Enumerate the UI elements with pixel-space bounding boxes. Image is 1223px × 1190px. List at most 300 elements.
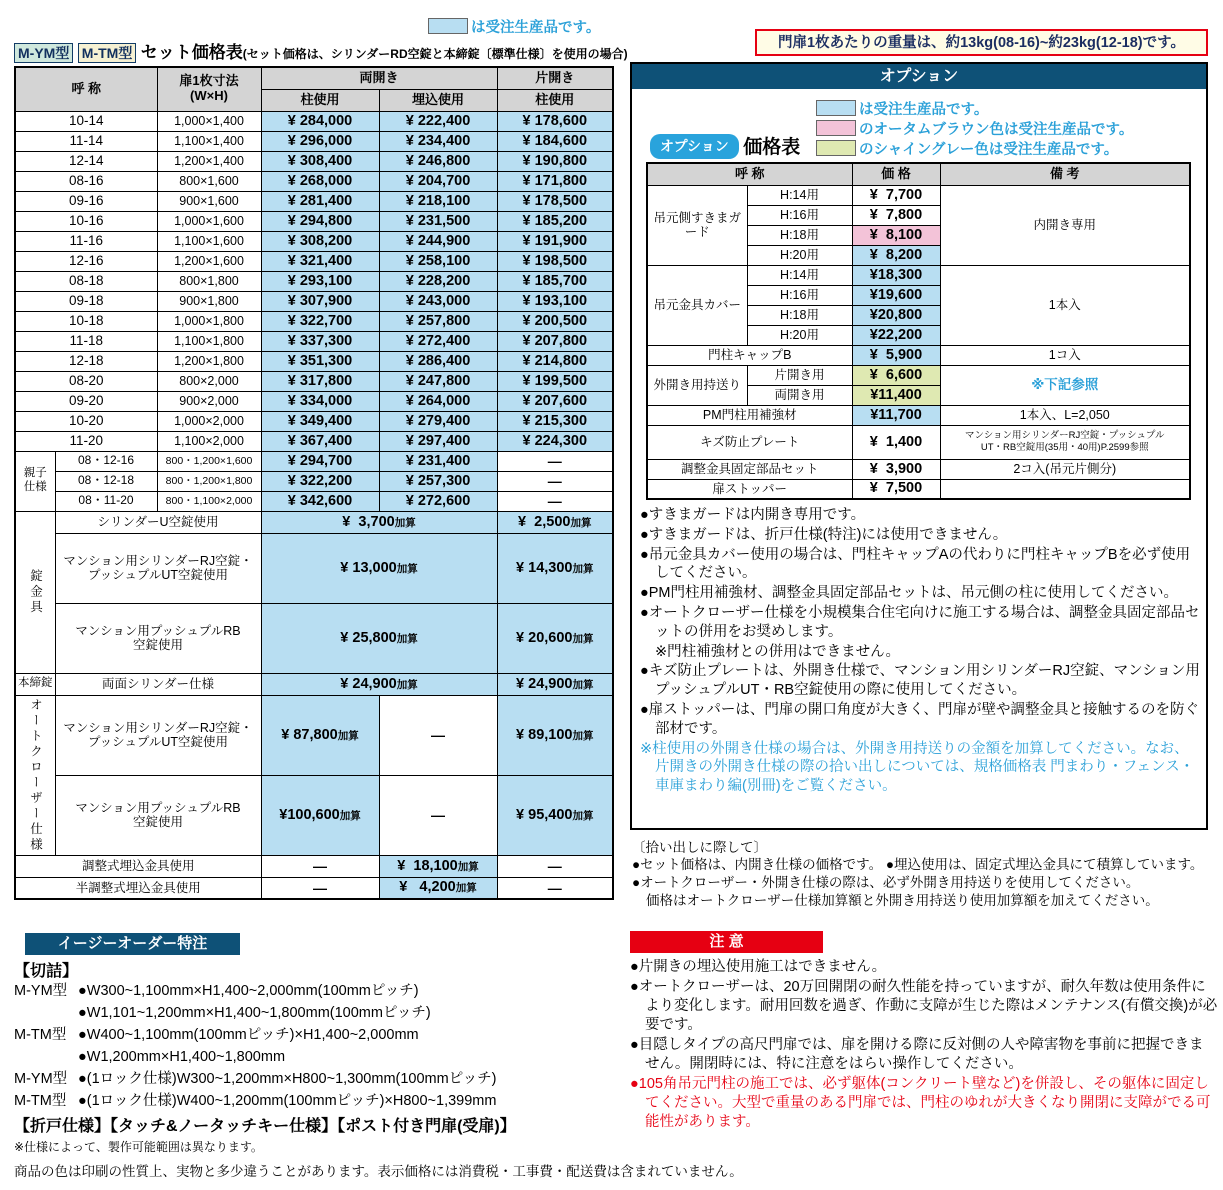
table-cell: ¥22,200: [852, 325, 940, 345]
table-cell: 12-16: [15, 251, 157, 271]
table-cell: 09-20: [15, 391, 157, 411]
table-cell: ¥19,600: [852, 285, 940, 305]
table-cell: ¥ 268,000: [261, 171, 379, 191]
table-row: [15, 877, 613, 899]
options-price-label: 価格表: [743, 137, 801, 158]
table-cell: ¥ 207,600: [497, 391, 613, 411]
table-row: [647, 265, 1190, 285]
table-cell: ¥ 184,600: [497, 131, 613, 151]
table-cell: ¥ 297,400: [379, 431, 497, 451]
table-cell: —: [497, 471, 613, 491]
table-cell: 08-16: [15, 171, 157, 191]
table-cell: ¥ 178,600: [497, 111, 613, 131]
page-title-sub: (セット価格は、シリンダーRD空錠と本締錠〔標準仕様〕を使用の場合): [242, 47, 628, 61]
table-cell: ¥ 193,100: [497, 291, 613, 311]
table-cell: ¥ 234,400: [379, 131, 497, 151]
table-row: [15, 111, 613, 131]
table-cell: H:14用: [747, 265, 852, 285]
table-cell: —: [497, 451, 613, 471]
pickup-line: ●セット価格は、内開き仕様の価格です。 ●埋込使用は、固定式埋込金具にて積算しています。: [632, 857, 1204, 872]
table-row: [15, 673, 613, 695]
table-cell: ¥100,600加算: [261, 775, 379, 855]
table-cell: [940, 479, 1190, 499]
table-cell: ¥ 322,700: [261, 311, 379, 331]
spec-text: ●(1ロック仕様)W300~1,200mm×H800~1,300mm(100mmピッチ): [78, 1071, 497, 1087]
table-cell: 12-18: [15, 351, 157, 371]
table-cell: 800・1,200×1,600: [157, 451, 261, 471]
pickup-title: 〔拾い出しに際して〕: [632, 840, 767, 855]
table-row: [647, 459, 1190, 479]
note-item: ●すきまガードは内開き専用です。: [640, 507, 866, 523]
table-cell: ¥ 294,800: [261, 211, 379, 231]
table-cell: ¥ 222,400: [379, 111, 497, 131]
table-row: [15, 391, 613, 411]
table-row: [647, 345, 1190, 365]
table-cell: ¥ 199,500: [497, 371, 613, 391]
model-badge-mym: M-YM型: [14, 43, 73, 63]
table-cell: ¥ 8,200: [852, 245, 940, 265]
table-cell: H:20用: [747, 325, 852, 345]
table-cell: ¥ 89,100加算: [497, 695, 613, 775]
table-cell: ¥ 87,800加算: [261, 695, 379, 775]
production-legend-text: は受注生産品です。: [471, 20, 601, 36]
table-cell: H:20用: [747, 245, 852, 265]
table-cell: ¥ 284,000: [261, 111, 379, 131]
model-label: [14, 1002, 78, 1024]
table-cell: 片開き用: [747, 365, 852, 385]
table-cell: 柱使用: [497, 89, 613, 111]
table-cell: 呼 称: [647, 163, 852, 185]
table-cell: 08・12-16: [55, 451, 157, 471]
table-cell: ※下記参照: [940, 365, 1190, 405]
table-cell: ¥11,400: [852, 385, 940, 405]
options-badge: オプション: [650, 134, 739, 159]
model-label: M-YM型: [14, 1071, 68, 1087]
table-row: [647, 405, 1190, 425]
table-row: [15, 533, 613, 603]
table-cell: 1,200×1,800: [157, 351, 261, 371]
table-cell: ¥ 317,800: [261, 371, 379, 391]
table-cell: 本締錠: [15, 673, 55, 695]
table-cell: 1,000×1,800: [157, 311, 261, 331]
table-cell: 800・1,200×1,800: [157, 471, 261, 491]
table-cell: 備 考: [940, 163, 1190, 185]
table-row: [15, 271, 613, 291]
table-cell: ¥ 342,600: [261, 491, 379, 511]
table-cell: ¥ 279,400: [379, 411, 497, 431]
table-cell: ¥ 14,300加算: [497, 533, 613, 603]
table-cell: マンション用シリンダーRJ空錠・ プッシュプルUT空錠使用: [55, 533, 261, 603]
table-cell: 調整式埋込金具使用: [15, 855, 261, 877]
table-cell: ¥20,800: [852, 305, 940, 325]
price-suffix: 加算: [572, 809, 594, 822]
table-cell: ¥ 185,700: [497, 271, 613, 291]
table-cell: 900×1,600: [157, 191, 261, 211]
legend-item: [816, 100, 1133, 120]
table-cell: 扉1枚寸法 (W×H): [157, 67, 261, 111]
table-cell: ¥ 321,400: [261, 251, 379, 271]
green-swatch-icon: [816, 140, 856, 156]
options-panel-title: オプション: [632, 64, 1206, 89]
table-cell: 800・1,100×2,000: [157, 491, 261, 511]
table-cell: ¥ 6,600: [852, 365, 940, 385]
table-cell: 1本入: [940, 265, 1190, 345]
spec-text: ●(1ロック仕様)W400~1,200mm(100mmピッチ)×H800~1,399mm: [78, 1093, 497, 1109]
table-cell: ¥ 243,000: [379, 291, 497, 311]
table-cell: 08・12-18: [55, 471, 157, 491]
table-cell: 10-16: [15, 211, 157, 231]
table-cell: ¥ 4,200加算: [379, 877, 497, 899]
price-suffix: 加算: [396, 678, 418, 691]
table-cell: ¥ 281,400: [261, 191, 379, 211]
table-cell: 両面シリンダー仕様: [55, 673, 261, 695]
table-cell: ¥ 272,600: [379, 491, 497, 511]
table-cell: 1,100×1,800: [157, 331, 261, 351]
table-cell: —: [497, 855, 613, 877]
table-cell: 両開き用: [747, 385, 852, 405]
table-cell: ¥ 272,400: [379, 331, 497, 351]
table-cell: 1,100×1,400: [157, 131, 261, 151]
easy-order-row: [14, 1002, 630, 1024]
table-row: [15, 511, 613, 533]
table-cell: 1,200×1,400: [157, 151, 261, 171]
table-row: [15, 311, 613, 331]
pink-swatch-icon: [816, 120, 856, 136]
table-cell: ¥ 25,800加算: [261, 603, 497, 673]
easy-order-title: イージーオーダー特注: [25, 933, 240, 955]
blue-swatch-icon: [428, 18, 468, 34]
table-cell: H:16用: [747, 285, 852, 305]
table-cell: 両開き: [261, 67, 497, 89]
table-cell: 調整金具固定部品セット: [647, 459, 852, 479]
note-item: ※柱使用の外開き仕様の場合は、外開き用持送りの金額を加算してください。なお、片開きの外開き仕様の際の拾い出しについては、規格価格表 門まわり・フェンス・車庫まわり編(別冊)をご覧ください。: [640, 740, 1195, 795]
caution-item: ●オートクローザーは、20万回開閉の耐久性能を持っていますが、耐久年数は使用条件により変化します。耐用回数を過ぎ、作動に支障が生じた際はメンテナンス(有償交換)が必要です。: [630, 979, 1218, 1033]
table-cell: 半調整式埋込金具使用: [15, 877, 261, 899]
easy-order-row: [14, 1024, 630, 1046]
price-suffix: 加算: [572, 562, 594, 575]
easy-order-row: [14, 1046, 630, 1068]
table-cell: ¥ 7,800: [852, 205, 940, 225]
table-row: [15, 171, 613, 191]
table-cell: 価 格: [852, 163, 940, 185]
table-cell: ¥ 286,400: [379, 351, 497, 371]
table-cell: 11-20: [15, 431, 157, 451]
table-cell: マンション用プッシュプルRB 空錠使用: [55, 775, 261, 855]
easy-order-heading2: 【折戸仕様】【タッチ&ノータッチキー仕様】【ポスト付き門扉(受扉)】: [14, 1118, 516, 1135]
note-item: ※門柱補強材との併用はできません。: [655, 643, 901, 660]
set-price-table: [14, 66, 614, 900]
table-cell: ¥ 218,100: [379, 191, 497, 211]
price-suffix: 加算: [396, 562, 418, 575]
caution-item: ●片開きの埋込使用施工はできません。: [630, 959, 887, 975]
table-cell: 呼 称: [15, 67, 157, 111]
table-cell: 1コ入: [940, 345, 1190, 365]
table-cell: ¥ 349,400: [261, 411, 379, 431]
table-cell: 1本入、L=2,050: [940, 405, 1190, 425]
bottom-disclaimer: 商品の色は印刷の性質上、実物と多少違うことがあります。表示価格には消費税・工事費・配送費は含まれていません。: [14, 1164, 743, 1179]
easy-order-row: [14, 1090, 630, 1112]
table-cell: 10-18: [15, 311, 157, 331]
table-cell: 錠金具: [15, 511, 55, 673]
table-cell: —: [379, 695, 497, 775]
table-row: [15, 491, 613, 511]
table-cell: ¥ 24,900加算: [261, 673, 497, 695]
table-cell: 1,100×2,000: [157, 431, 261, 451]
table-cell: PM門柱用補強材: [647, 405, 852, 425]
price-suffix: 加算: [337, 729, 359, 742]
table-cell: ¥ 257,300: [379, 471, 497, 491]
table-cell: ¥ 257,800: [379, 311, 497, 331]
table-cell: H:18用: [747, 225, 852, 245]
model-label: M-TM型: [14, 1027, 67, 1043]
table-row: [647, 425, 1190, 459]
blue-swatch-icon: [816, 100, 856, 116]
table-cell: ¥ 322,200: [261, 471, 379, 491]
spec-text: ●W1,200mm×H1,400~1,800mm: [78, 1049, 286, 1065]
table-cell: 12-14: [15, 151, 157, 171]
table-row: [15, 131, 613, 151]
table-cell: ¥ 191,900: [497, 231, 613, 251]
table-cell: ¥ 334,000: [261, 391, 379, 411]
table-cell: ¥ 198,500: [497, 251, 613, 271]
legend-text: は受注生産品です。: [859, 102, 989, 118]
table-cell: 1,000×2,000: [157, 411, 261, 431]
table-cell: 2コ入(吊元片側分): [940, 459, 1190, 479]
note-item: ●吊元金具カバー使用の場合は、門柱キャップAの代わりに門柱キャップBを必ず使用してください。: [640, 546, 1191, 582]
table-cell: 柱使用: [261, 89, 379, 111]
pickup-line: 価格はオートクローザー仕様加算額と外開き用持送り使用加算額を加えてください。: [646, 893, 1159, 908]
caution-title: 注 意: [630, 931, 823, 953]
table-cell: ¥11,700: [852, 405, 940, 425]
table-cell: ¥ 3,700加算: [261, 511, 497, 533]
table-row: [15, 351, 613, 371]
weight-note: 門扉1枚あたりの重量は、約13kg(08-16)~約23kg(12-18)です。: [755, 29, 1208, 56]
table-cell: ¥ 207,800: [497, 331, 613, 351]
table-cell: マンション用シリンダーRJ空錠・ プッシュプルUT空錠使用: [55, 695, 261, 775]
table-cell: マンション用シリンダーRJ空錠・プッシュプル UT・RB空錠用(35用・40用)P.2599参照: [940, 425, 1190, 459]
table-cell: ¥ 7,500: [852, 479, 940, 499]
table-row: [647, 479, 1190, 499]
table-cell: ¥ 308,200: [261, 231, 379, 251]
table-row: [15, 471, 613, 491]
spec-text: ●W300~1,100mm×H1,400~2,000mm(100mmピッチ): [78, 983, 419, 999]
note-item: ●オートクローザー仕様を小規模集合住宅向けに施工する場合は、調整金具固定部品セットの併用をお奨めします。: [640, 604, 1200, 640]
legend-item: [816, 140, 1133, 160]
table-cell: 外開き用持送り: [647, 365, 747, 405]
table-row: [15, 211, 613, 231]
table-cell: ¥ 2,500加算: [497, 511, 613, 533]
easy-order-row: [14, 1068, 630, 1090]
table-cell: ¥ 228,200: [379, 271, 497, 291]
table-cell: マンション用プッシュプルRB 空錠使用: [55, 603, 261, 673]
table-cell: 08-18: [15, 271, 157, 291]
table-cell: ¥ 20,600加算: [497, 603, 613, 673]
table-cell: ¥18,300: [852, 265, 940, 285]
table-cell: ¥ 308,400: [261, 151, 379, 171]
table-cell: ¥ 204,700: [379, 171, 497, 191]
table-cell: ¥ 190,800: [497, 151, 613, 171]
table-cell: ¥ 246,800: [379, 151, 497, 171]
caution-item: ●目隠しタイプの高尺門扉では、扉を開ける際に反対側の人や障害物を事前に把握できません。開閉時には、特に注意をはらい操作してください。: [630, 1037, 1204, 1072]
table-cell: 1,100×1,600: [157, 231, 261, 251]
table-cell: ¥ 247,800: [379, 371, 497, 391]
table-cell: 09-18: [15, 291, 157, 311]
table-cell: H:16用: [747, 205, 852, 225]
table-cell: 片開き: [497, 67, 613, 89]
table-cell: —: [379, 775, 497, 855]
table-cell: ¥ 178,500: [497, 191, 613, 211]
table-row: [647, 185, 1190, 205]
table-row: [15, 67, 613, 89]
table-cell: ¥ 293,100: [261, 271, 379, 291]
table-cell: —: [497, 877, 613, 899]
table-cell: ¥ 215,300: [497, 411, 613, 431]
spec-text: ●W1,101~1,200mm×H1,400~1,800mm(100mmピッチ): [78, 1005, 431, 1021]
table-row: [647, 163, 1190, 185]
table-cell: ¥ 95,400加算: [497, 775, 613, 855]
table-cell: ¥ 264,000: [379, 391, 497, 411]
table-row: [15, 451, 613, 471]
table-cell: シリンダーU空錠使用: [55, 511, 261, 533]
price-suffix: 加算: [457, 860, 479, 873]
table-row: [15, 191, 613, 211]
price-suffix: 加算: [394, 516, 416, 529]
easy-order-row: [14, 980, 630, 1002]
table-row: [15, 855, 613, 877]
table-cell: ¥ 296,000: [261, 131, 379, 151]
table-cell: 1,000×1,600: [157, 211, 261, 231]
table-cell: 800×1,600: [157, 171, 261, 191]
table-cell: 扉ストッパー: [647, 479, 852, 499]
table-cell: 800×2,000: [157, 371, 261, 391]
model-label: [14, 1046, 78, 1068]
table-cell: —: [497, 491, 613, 511]
page-title-text: セット価格表: [140, 43, 243, 62]
production-legend: [428, 18, 600, 38]
table-cell: ¥ 231,500: [379, 211, 497, 231]
caution-notes: [630, 958, 1218, 1133]
table-row: [15, 695, 613, 775]
legend-item: [816, 120, 1133, 140]
note-item: ●キズ防止プレートは、外開き仕様で、マンション用シリンダーRJ空錠、マンション用プッシュプルUT・RB空錠使用の際に使用してください。: [640, 663, 1200, 699]
table-cell: H:14用: [747, 185, 852, 205]
price-suffix: 加算: [339, 809, 361, 822]
note-item: ●PM門柱用補強材、調整金具固定部品セットは、吊元側の柱に使用してください。: [640, 585, 1179, 602]
table-cell: H:18用: [747, 305, 852, 325]
table-cell: ¥ 171,800: [497, 171, 613, 191]
table-row: [15, 775, 613, 855]
table-cell: ¥ 8,100: [852, 225, 940, 245]
table-cell: —: [261, 855, 379, 877]
table-cell: 親子 仕様: [15, 451, 55, 511]
options-price-heading: [650, 132, 800, 159]
spec-text: ●W400~1,100mm(100mmピッチ)×H1,400~2,000mm: [78, 1027, 419, 1043]
table-cell: ¥ 7,700: [852, 185, 940, 205]
caution-item-red: ●105角吊元門柱の施工では、必ず躯体(コンクリート壁など)を併設し、その躯体に固定してください。大型で重量のある門扉では、門柱のゆれが大きくなり開閉に支障がでる可能性があります。: [630, 1076, 1211, 1130]
table-cell: キズ防止プレート: [647, 425, 852, 459]
price-suffix: 加算: [455, 882, 477, 895]
page-title: [14, 38, 628, 63]
table-cell: 門柱キャップB: [647, 345, 852, 365]
table-cell: 11-18: [15, 331, 157, 351]
price-suffix: 加算: [572, 678, 594, 691]
table-cell: ¥ 307,900: [261, 291, 379, 311]
table-cell: ¥ 351,300: [261, 351, 379, 371]
table-cell: 09-16: [15, 191, 157, 211]
table-row: [15, 251, 613, 271]
table-cell: 900×1,800: [157, 291, 261, 311]
table-cell: —: [261, 877, 379, 899]
table-cell: ¥ 200,500: [497, 311, 613, 331]
price-suffix: 加算: [570, 516, 592, 529]
table-row: [15, 431, 613, 451]
options-legend: [816, 100, 1133, 160]
table-row: [15, 331, 613, 351]
pickup-line: ●オートクローザー・外開き仕様の際は、必ず外開き用持送りを使用してください。: [632, 875, 1140, 890]
price-suffix: 加算: [572, 632, 594, 645]
note-item: ●すきまガードは、折戸仕様(特注)には使用できません。: [640, 526, 1008, 543]
table-cell: 900×2,000: [157, 391, 261, 411]
table-cell: ¥ 18,100加算: [379, 855, 497, 877]
easy-order-footnote: ※仕様によって、製作可能範囲は異なります。: [14, 1140, 263, 1154]
table-cell: 800×1,800: [157, 271, 261, 291]
model-label: M-YM型: [14, 983, 68, 999]
table-cell: オートクローザー仕様: [15, 695, 55, 855]
table-cell: 11-16: [15, 231, 157, 251]
table-row: [15, 231, 613, 251]
table-cell: ¥ 5,900: [852, 345, 940, 365]
easy-order-heading: 【切詰】: [14, 963, 79, 980]
table-cell: 10-20: [15, 411, 157, 431]
table-row: [15, 411, 613, 431]
options-table: [646, 162, 1191, 500]
model-badge-mtm: M-TM型: [78, 43, 137, 63]
table-cell: ¥ 231,400: [379, 451, 497, 471]
table-cell: ¥ 185,200: [497, 211, 613, 231]
table-cell: 08・11-20: [55, 491, 157, 511]
table-cell: ¥ 3,900: [852, 459, 940, 479]
table-cell: ¥ 214,800: [497, 351, 613, 371]
table-cell: ¥ 367,400: [261, 431, 379, 451]
table-cell: 吊元金具カバー: [647, 265, 747, 345]
legend-text: のシャイングレー色は受注生産品です。: [859, 142, 1119, 158]
price-suffix: 加算: [572, 729, 594, 742]
table-cell: ¥ 294,700: [261, 451, 379, 471]
table-row: [15, 371, 613, 391]
note-item: ●扉ストッパーは、門扉の開口角度が大きく、門扉が壁や調整金具と接触するのを防ぐ部材です。: [640, 701, 1200, 737]
model-label: M-TM型: [14, 1093, 67, 1109]
table-cell: ¥ 224,300: [497, 431, 613, 451]
table-cell: ¥ 244,900: [379, 231, 497, 251]
table-cell: 08-20: [15, 371, 157, 391]
table-cell: ¥ 24,900加算: [497, 673, 613, 695]
table-cell: 1,000×1,400: [157, 111, 261, 131]
table-cell: 1,200×1,600: [157, 251, 261, 271]
table-row: [15, 151, 613, 171]
table-cell: 11-14: [15, 131, 157, 151]
table-cell: 内開き専用: [940, 185, 1190, 265]
table-cell: ¥ 258,100: [379, 251, 497, 271]
options-notes: [640, 506, 1202, 797]
easy-order-list: [14, 980, 630, 1112]
table-row: [647, 365, 1190, 385]
table-row: [15, 291, 613, 311]
table-cell: 埋込使用: [379, 89, 497, 111]
table-cell: 吊元側すきまガード: [647, 185, 747, 265]
pickup-notes: [632, 836, 1217, 910]
table-cell: ¥ 13,000加算: [261, 533, 497, 603]
price-suffix: 加算: [396, 632, 418, 645]
